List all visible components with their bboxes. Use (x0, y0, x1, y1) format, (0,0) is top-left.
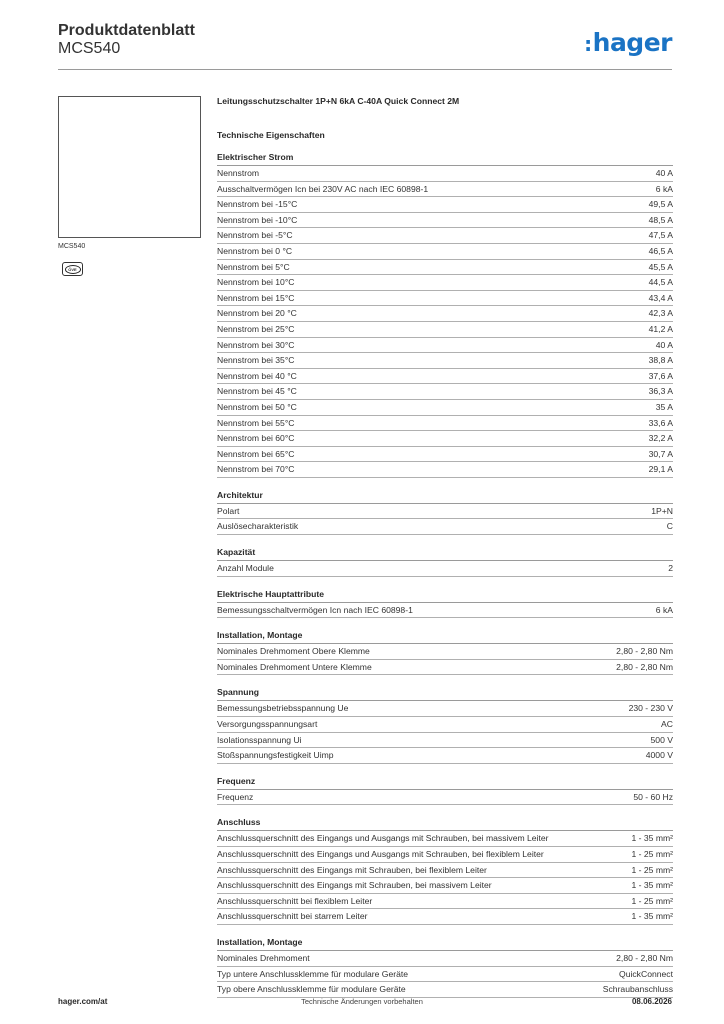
spec-row (217, 878, 673, 894)
spec-label: Anschlussquerschnitt bei flexiblem Leiter (217, 895, 373, 906)
spec-group (217, 816, 673, 925)
spec-label: Typ obere Anschlussklemme für modulare Geräte (217, 984, 406, 995)
spec-label: Nennstrom bei 45 °C (217, 386, 297, 397)
spec-label: Bemessungsbetriebsspannung Ue (217, 703, 349, 714)
spec-label: Versorgungsspannungsart (217, 719, 318, 730)
spec-row (217, 322, 673, 338)
spec-label: Frequenz (217, 791, 254, 802)
spec-row (217, 431, 673, 447)
spec-label: Auslösecharakteristik (217, 521, 299, 532)
spec-row (217, 967, 673, 983)
spec-groups (217, 151, 673, 998)
spec-group (217, 588, 673, 619)
spec-value: 2,80 - 2,80 Nm (616, 952, 673, 963)
spec-label: Anzahl Module (217, 563, 274, 574)
spec-value: 1 - 25 mm² (631, 864, 673, 875)
spec-row (217, 291, 673, 307)
spec-row (217, 561, 673, 577)
spec-label: Polart (217, 505, 240, 516)
spec-row (217, 166, 673, 182)
ove-logo-icon (65, 265, 81, 274)
spec-row (217, 660, 673, 676)
spec-row (217, 197, 673, 213)
spec-row (217, 831, 673, 847)
footer-website: hager.com/at (58, 997, 108, 1006)
spec-value: 41,2 A (648, 323, 673, 334)
spec-value: 46,5 A (648, 245, 673, 256)
spec-group (217, 936, 673, 998)
spec-label: Nennstrom bei 5°C (217, 261, 290, 272)
spec-row (217, 228, 673, 244)
group-title: Architektur (217, 489, 673, 504)
spec-value: 36,3 A (648, 386, 673, 397)
group-title: Kapazität (217, 546, 673, 561)
spec-label: Nominales Drehmoment (217, 952, 310, 963)
group-title: Anschluss (217, 816, 673, 831)
spec-row (217, 275, 673, 291)
spec-label: Anschlussquerschnitt des Eingangs mit Schrauben, bei flexiblem Leiter (217, 864, 487, 875)
spec-label: Stoßspannungsfestigkeit Uimp (217, 750, 334, 761)
spec-row (217, 863, 673, 879)
spec-row (217, 400, 673, 416)
spec-value: 40 A (655, 339, 673, 350)
spec-value: Schraubanschluss (602, 984, 673, 995)
spec-value: 43,4 A (648, 292, 673, 303)
spec-row (217, 353, 673, 369)
spec-label: Nennstrom bei -10°C (217, 214, 298, 225)
spec-row (217, 213, 673, 229)
spec-label: Nennstrom bei -15°C (217, 199, 298, 210)
spec-label: Ausschaltvermögen Icn bei 230V AC nach IEC 60898-1 (217, 183, 429, 194)
spec-value: 47,5 A (648, 230, 673, 241)
spec-row (217, 603, 673, 619)
spec-value: 4000 V (645, 750, 673, 761)
spec-value: 2 (668, 563, 673, 574)
header-divider (58, 69, 672, 70)
spec-value: 49,5 A (648, 199, 673, 210)
spec-label: Anschlussquerschnitt bei starrem Leiter (217, 911, 368, 922)
spec-group (217, 489, 673, 535)
spec-row (217, 748, 673, 764)
spec-label: Nennstrom bei -5°C (217, 230, 293, 241)
spec-value: 35 A (655, 401, 673, 412)
spec-label: Bemessungsschaltvermögen Icn nach IEC 60898-1 (217, 604, 413, 615)
spec-label: Nennstrom bei 0 °C (217, 245, 293, 256)
spec-row (217, 462, 673, 478)
spec-value: 1 - 35 mm² (631, 911, 673, 922)
spec-value: 1P+N (651, 505, 673, 516)
spec-value: 30,7 A (648, 448, 673, 459)
footer-date: 08.06.2026 (631, 997, 672, 1006)
spec-value: 1 - 35 mm² (631, 880, 673, 891)
spec-value: 48,5 A (648, 214, 673, 225)
spec-value: AC (661, 719, 673, 730)
spec-label: Nennstrom bei 40 °C (217, 370, 297, 381)
spec-row (217, 416, 673, 432)
product-image-placeholder (58, 96, 201, 238)
spec-group (217, 686, 673, 763)
spec-value: 37,6 A (648, 370, 673, 381)
spec-label: Nominales Drehmoment Obere Klemme (217, 646, 370, 657)
spec-row (217, 519, 673, 535)
spec-label: Nennstrom bei 50 °C (217, 401, 297, 412)
spec-row (217, 894, 673, 910)
spec-value: 6 kA (655, 183, 673, 194)
spec-value: 38,8 A (648, 355, 673, 366)
spec-label: Isolationsspannung Ui (217, 734, 302, 745)
group-title: Spannung (217, 686, 673, 701)
spec-label: Nennstrom bei 25°C (217, 323, 295, 334)
spec-row (217, 847, 673, 863)
spec-value: 1 - 25 mm² (631, 849, 673, 859)
spec-value: 44,5 A (648, 277, 673, 288)
spec-label: Nennstrom bei 65°C (217, 448, 295, 459)
spec-value: 45,5 A (648, 261, 673, 272)
spec-label: Nennstrom bei 10°C (217, 277, 295, 288)
spec-value: 2,80 - 2,80 Nm (616, 646, 673, 657)
spec-row (217, 182, 673, 198)
logo-text: hager (592, 28, 672, 57)
group-title: Installation, Montage (217, 629, 673, 644)
spec-label: Nennstrom bei 60°C (217, 433, 295, 444)
logo-dots: : (584, 32, 592, 56)
spec-value: 40 A (655, 168, 673, 178)
spec-group (217, 151, 673, 478)
spec-row (217, 384, 673, 400)
spec-value: 230 - 230 V (628, 703, 673, 714)
spec-label: Nennstrom bei 30°C (217, 339, 295, 350)
spec-row (217, 909, 673, 925)
spec-label: Anschlussquerschnitt des Eingangs und Ausgangs mit Schrauben, bei flexiblem Leiter (217, 849, 544, 859)
spec-row (217, 982, 673, 998)
spec-value: C (666, 521, 673, 532)
spec-label: Typ untere Anschlussklemme für modulare Geräte (217, 968, 409, 979)
spec-value: 1 - 35 mm² (631, 833, 673, 844)
group-title: Elektrische Hauptattribute (217, 588, 673, 603)
spec-row (217, 369, 673, 385)
spec-row (217, 951, 673, 967)
hager-logo (584, 28, 672, 57)
spec-row (217, 701, 673, 717)
certification-badge-icon (62, 262, 83, 276)
page-title: Produktdatenblatt (58, 22, 195, 39)
spec-row (217, 644, 673, 660)
spec-value: 50 - 60 Hz (633, 791, 673, 802)
spec-label: Anschlussquerschnitt des Eingangs mit Schrauben, bei massivem Leiter (217, 880, 492, 891)
spec-row (217, 338, 673, 354)
spec-value: 42,3 A (648, 308, 673, 319)
spec-row (217, 260, 673, 276)
spec-label: Nennstrom bei 15°C (217, 292, 295, 303)
spec-row (217, 733, 673, 749)
spec-value: 2,80 - 2,80 Nm (616, 661, 673, 672)
spec-value: 500 V (650, 734, 673, 745)
spec-label: Nennstrom bei 20 °C (217, 308, 297, 319)
spec-row (217, 717, 673, 733)
ove-text: ÖVE (68, 266, 77, 272)
spec-row (217, 504, 673, 520)
spec-label: Nennstrom bei 35°C (217, 355, 295, 366)
spec-group (217, 546, 673, 577)
spec-row (217, 447, 673, 463)
group-title: Elektrischer Strom (217, 151, 673, 166)
image-caption: MCS540 (58, 243, 86, 250)
spec-row (217, 244, 673, 260)
spec-value: 33,6 A (648, 417, 673, 428)
spec-content (217, 95, 673, 1009)
spec-label: Nennstrom (217, 168, 260, 178)
spec-value: 32,2 A (648, 433, 673, 444)
spec-row (217, 306, 673, 322)
spec-value: QuickConnect (619, 968, 673, 979)
spec-group (217, 775, 673, 806)
spec-value: 6 kA (655, 604, 673, 615)
spec-group (217, 629, 673, 675)
product-name: Leitungsschutzschalter 1P+N 6kA C-40A Quick Connect 2M (217, 96, 460, 106)
spec-label: Nominales Drehmoment Untere Klemme (217, 661, 372, 672)
product-code: MCS540 (58, 40, 121, 57)
spec-value: 1 - 25 mm² (631, 895, 673, 906)
spec-value: 29,1 A (648, 464, 673, 475)
group-title: Installation, Montage (217, 936, 673, 951)
footer-disclaimer: Technische Änderungen vorbehalten (301, 997, 423, 1006)
spec-label: Nennstrom bei 70°C (217, 464, 295, 475)
spec-row (217, 790, 673, 806)
spec-label: Anschlussquerschnitt des Eingangs und Ausgangs mit Schrauben, bei massivem Leiter (217, 833, 549, 844)
group-title: Frequenz (217, 775, 673, 790)
spec-label: Nennstrom bei 55°C (217, 417, 295, 428)
section-heading: Technische Eigenschaften (217, 130, 325, 140)
